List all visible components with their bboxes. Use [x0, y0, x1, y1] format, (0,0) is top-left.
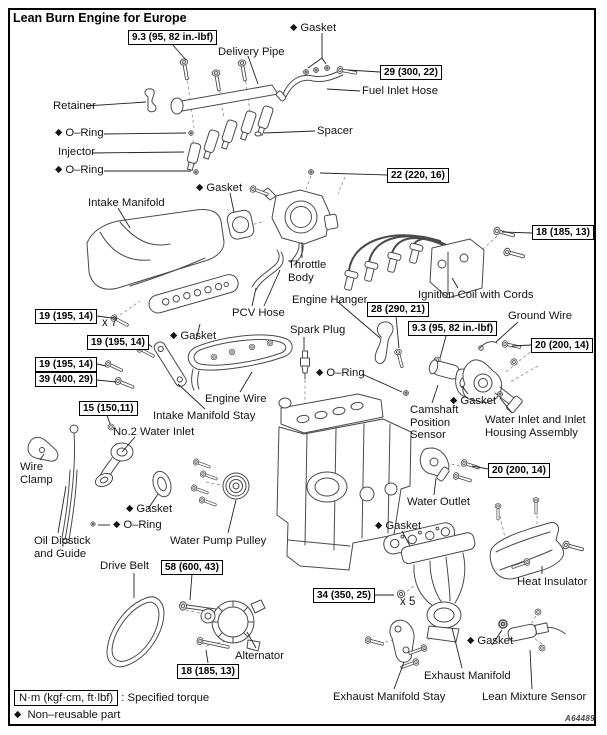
oil-dipstick-drawing	[62, 425, 95, 543]
nonreusable-diamond-icon: ◆	[55, 127, 63, 138]
wire-clamp-drawing	[28, 437, 58, 461]
nonreusable-diamond-icon: ◆	[126, 503, 134, 514]
label-text: Water Pump Pulley	[170, 535, 267, 547]
label-wire-clamp	[20, 461, 64, 486]
label-text: O–Ring	[65, 164, 104, 176]
intake-manifold-stay-drawing	[152, 340, 188, 388]
label-text: Heat Insulator	[517, 576, 588, 588]
label-gasket-water-inlet	[450, 395, 496, 408]
figure-code: A64489	[565, 714, 595, 723]
torque-water-inlet-housing: 20 (200, 14)	[531, 338, 593, 353]
label-o-ring-camshaft	[316, 367, 365, 380]
exhaust-manifold-stay-drawing	[365, 620, 428, 670]
leader-lines	[40, 33, 542, 689]
nonreusable-diamond-icon: ◆	[467, 635, 475, 646]
multiplier-x5: x 5	[400, 596, 416, 608]
camshaft-o-ring-drawing	[404, 391, 409, 396]
label-ignition-coil	[418, 289, 534, 302]
legend-torque-box: N·m (kgf·cm, ft·lbf)	[14, 690, 118, 706]
label-text: Intake Manifold Stay	[153, 410, 256, 422]
label-gasket-lean	[467, 635, 513, 648]
engine-hanger-drawing	[375, 322, 405, 368]
heat-insulator-drawing	[490, 498, 584, 579]
label-text: Ignition Coil with Cords	[418, 289, 534, 301]
label-o-ring-upper	[55, 127, 104, 140]
intake-gasket-drawing	[147, 272, 240, 315]
torque-intake-manifold-2: 19 (195, 14)	[87, 335, 149, 350]
label-text: O–Ring	[65, 127, 104, 139]
torque-intake-manifold-x7: 19 (195, 14)	[35, 309, 97, 324]
label-gasket-water-pump	[126, 503, 172, 516]
torque-fuel-inlet: 29 (300, 22)	[380, 65, 442, 80]
label-gasket-intake	[170, 330, 216, 343]
label-drive-belt	[100, 560, 149, 573]
label-text: O–Ring	[123, 519, 162, 531]
label-text: Retainer	[53, 100, 96, 112]
label-spark-plug	[290, 324, 345, 337]
torque-exhaust-manifold-x5: 34 (350, 25)	[313, 588, 375, 603]
nonreusable-diamond-icon: ◆	[113, 519, 121, 530]
label-text: Camshaft Position Sensor	[410, 404, 459, 442]
ground-wire-drawing	[479, 340, 522, 365]
label-text: Spacer	[317, 125, 353, 137]
label-gasket-fuel	[290, 22, 336, 35]
label-exhaust-manifold	[424, 670, 511, 683]
label-engine-wire	[205, 393, 267, 406]
page-title: Lean Burn Engine for Europe	[13, 11, 187, 25]
torque-intake-manifold-3: 19 (195, 14)	[35, 357, 97, 372]
label-camshaft-sensor	[410, 404, 470, 442]
ignition-coil-drawing	[341, 227, 525, 298]
torque-water-pump-pulley: 58 (600, 43)	[161, 560, 223, 575]
nonreusable-diamond-icon: ◆	[290, 22, 298, 33]
label-text: O–Ring	[326, 367, 365, 379]
legend-nonreusable-text: Non–reusable part	[27, 709, 121, 721]
label-text: Gasket	[300, 22, 337, 34]
fuel-inlet-hose-drawing	[275, 66, 357, 102]
label-text: Lean Mixture Sensor	[482, 691, 587, 703]
intake-manifold-drawing	[87, 209, 240, 315]
label-alternator	[235, 650, 284, 663]
label-fuel-inlet-hose	[362, 85, 438, 98]
label-text: Ground Wire	[508, 310, 573, 322]
label-water-outlet	[407, 496, 470, 509]
label-text: Drive Belt	[100, 560, 149, 572]
label-o-ring-lower	[55, 164, 104, 177]
label-ground-wire	[508, 310, 572, 323]
label-text: Oil Dipstick and Guide	[34, 535, 91, 560]
label-pcv-hose	[232, 307, 285, 320]
throttle-body-drawing	[226, 170, 338, 244]
label-exhaust-manifold-stay	[333, 691, 445, 704]
label-lean-mixture-sensor	[482, 691, 586, 704]
label-text: Intake Manifold	[88, 197, 165, 209]
spacer-drawing	[255, 132, 261, 136]
nonreusable-diamond-icon: ◆	[55, 164, 63, 175]
torque-engine-hanger: 28 (290, 21)	[367, 302, 429, 317]
multiplier-x7: x 7	[102, 317, 118, 329]
no2-water-inlet-drawing	[93, 443, 133, 489]
torque-water-outlet: 20 (200, 14)	[488, 463, 550, 478]
engine-wire-drawing	[188, 335, 292, 390]
injector-drawing	[185, 142, 201, 171]
label-text: Gasket	[460, 395, 497, 407]
drive-belt-drawing	[107, 597, 164, 667]
label-delivery-pipe	[218, 46, 285, 59]
label-intake-manifold-stay	[153, 410, 255, 423]
label-text: Exhaust Manifold	[424, 670, 511, 682]
alternator-drawing	[179, 600, 265, 651]
label-oil-dipstick	[34, 535, 104, 560]
nonreusable-diamond-icon: ◆	[450, 395, 458, 406]
label-text: Fuel Inlet Hose	[362, 85, 438, 97]
dipstick-o-ring-drawing	[91, 522, 95, 526]
torque-ignition-coil: 18 (185, 13)	[532, 225, 594, 240]
legend-nonreusable	[14, 709, 120, 721]
delivery-pipe-drawing	[145, 58, 278, 174]
o-ring-lower-drawing	[194, 170, 199, 175]
label-no2-water-inlet	[113, 426, 194, 439]
label-text: Gasket	[477, 635, 514, 647]
label-text: Spark Plug	[290, 324, 346, 336]
label-text: Gasket	[136, 503, 173, 515]
nonreusable-diamond-icon: ◆	[196, 182, 204, 193]
label-water-inlet-assembly	[485, 414, 597, 439]
label-text: Delivery Pipe	[218, 46, 285, 58]
label-text: No.2 Water Inlet	[113, 426, 195, 438]
label-text: Engine Hanger	[292, 294, 368, 306]
torque-throttle-body: 22 (220, 16)	[387, 168, 449, 183]
torque-camshaft-sensor: 9.3 (95, 82 in.-lbf)	[408, 321, 497, 336]
nonreusable-diamond-icon: ◆	[375, 520, 383, 531]
label-text: Engine Wire	[205, 393, 267, 405]
label-spacer	[317, 125, 353, 138]
label-injector	[58, 146, 95, 159]
torque-manifold-stay: 39 (400, 29)	[35, 372, 97, 387]
label-text: Water Outlet	[407, 496, 470, 508]
water-pump-gasket-drawing	[150, 469, 174, 499]
water-pump-pulley-drawing	[191, 458, 249, 508]
retainer-drawing	[145, 89, 156, 112]
label-o-ring-dipstick	[113, 519, 162, 532]
torque-no2-water-inlet: 15 (150,11)	[79, 401, 138, 416]
label-water-pump-pulley	[170, 535, 266, 548]
label-heat-insulator	[517, 576, 587, 589]
label-text: Gasket	[385, 520, 422, 532]
nonreusable-diamond-icon: ◆	[14, 709, 22, 720]
water-outlet-drawing	[420, 448, 480, 484]
label-engine-hanger	[292, 294, 367, 307]
spark-plug-drawing	[301, 351, 310, 379]
legend-torque-desc: : Specified torque	[121, 692, 210, 704]
label-text: Gasket	[206, 182, 243, 194]
label-throttle-body	[288, 259, 340, 284]
label-text: PCV Hose	[232, 307, 285, 319]
label-intake-manifold	[88, 197, 165, 210]
label-text: Throttle Body	[288, 259, 327, 284]
label-text: Exhaust Manifold Stay	[333, 691, 446, 703]
label-text: Gasket	[180, 330, 217, 342]
o-ring-upper-drawing	[189, 131, 194, 136]
nonreusable-diamond-icon: ◆	[170, 330, 178, 341]
label-text: Wire Clamp	[20, 461, 53, 486]
torque-delivery-pipe: 9.3 (95, 82 in.-lbf)	[128, 30, 217, 45]
label-gasket-throttle	[196, 182, 242, 195]
label-text: Water Inlet and Inlet Housing Assembly	[485, 414, 586, 439]
legend-torque	[14, 690, 209, 706]
nonreusable-diamond-icon: ◆	[316, 367, 324, 378]
label-text: Alternator	[235, 650, 284, 662]
torque-alternator: 18 (185, 13)	[177, 664, 239, 679]
label-gasket-exhaust	[375, 520, 421, 533]
label-text: Injector	[58, 146, 96, 158]
lean-gasket-drawing	[499, 620, 507, 628]
label-retainer	[53, 100, 96, 113]
